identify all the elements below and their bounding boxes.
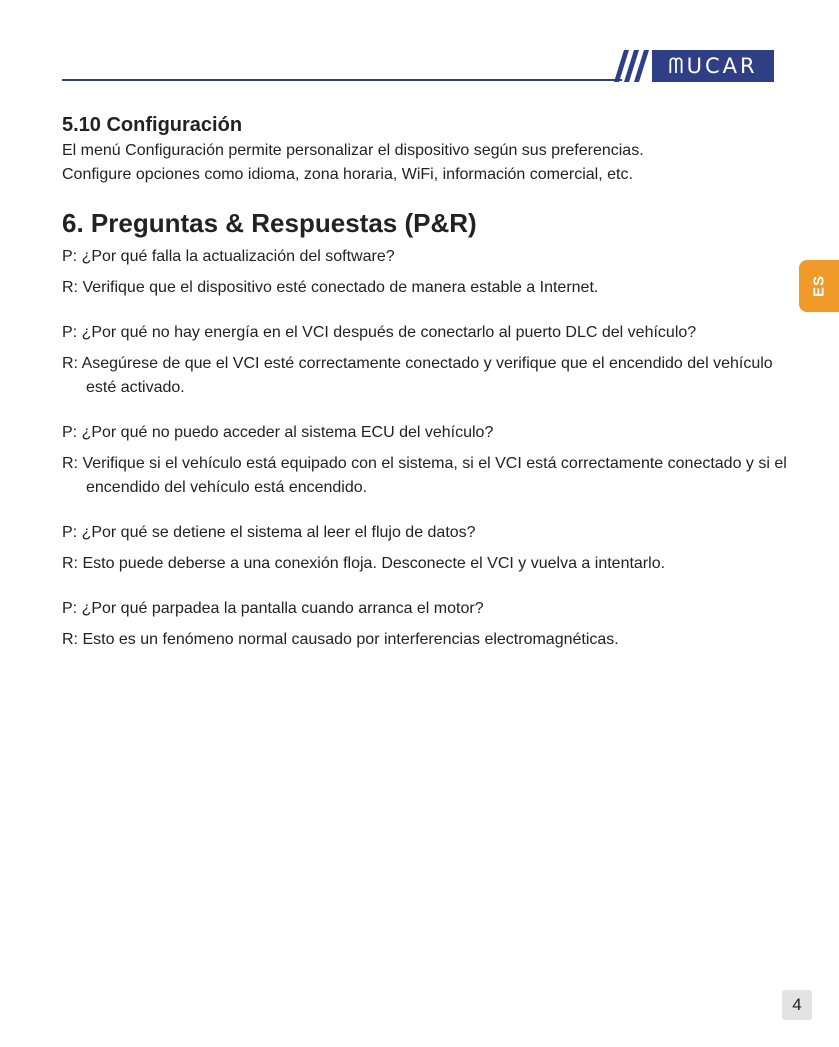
faq-answer: R: Asegúrese de que el VCI esté correctamente conectado y verifique que el encendido del vehículo esté activado. xyxy=(62,355,773,396)
faq-question: P: ¿Por qué no hay energía en el VCI después de conectarlo al puerto DLC del vehículo? xyxy=(62,324,697,341)
faq-answer: R: Verifique que el dispositivo esté conectado de manera estable a Internet. xyxy=(62,279,599,296)
faq-question: P: ¿Por qué parpadea la pantalla cuando arranca el motor? xyxy=(62,600,484,617)
page-number: 4 xyxy=(782,990,812,1020)
faq-answer: R: Esto puede deberse a una conexión floja. Desconecte el VCI y vuelva a intentarlo. xyxy=(62,555,666,572)
faq-answer: R: Esto es un fenómeno normal causado por interferencias electromagnéticas. xyxy=(62,631,619,648)
faq-question: P: ¿Por qué no puedo acceder al sistema ECU del vehículo? xyxy=(62,424,494,441)
section-heading: 5.10 Configuración xyxy=(62,114,243,136)
section-paragraph-line: El menú Configuración permite personalizar el dispositivo según sus preferencias. xyxy=(62,142,644,159)
faq-item xyxy=(62,597,802,652)
faq-question: P: ¿Por qué falla la actualización del software? xyxy=(62,248,395,265)
brand-logo xyxy=(652,50,774,82)
faq-list xyxy=(62,245,802,652)
header-rule xyxy=(62,79,622,81)
faq-item xyxy=(62,421,802,500)
brand-logo-text: ᗰUCAR xyxy=(668,54,758,78)
section-paragraph-line: Configure opciones como idioma, zona horaria, WiFi, información comercial, etc. xyxy=(62,166,633,183)
page-content xyxy=(62,111,802,673)
language-tab xyxy=(799,260,839,312)
faq-heading: 6. Preguntas & Respuestas (P&R) xyxy=(62,208,477,238)
faq-item xyxy=(62,321,802,400)
faq-answer: R: Verifique si el vehículo está equipado con el sistema, si el VCI está correctamente conectado y si el encendido del vehículo está encendido. xyxy=(62,455,787,496)
faq-question: P: ¿Por qué se detiene el sistema al leer el flujo de datos? xyxy=(62,524,476,541)
language-tab-label: ES xyxy=(810,274,828,298)
faq-item xyxy=(62,521,802,576)
faq-item xyxy=(62,245,802,300)
